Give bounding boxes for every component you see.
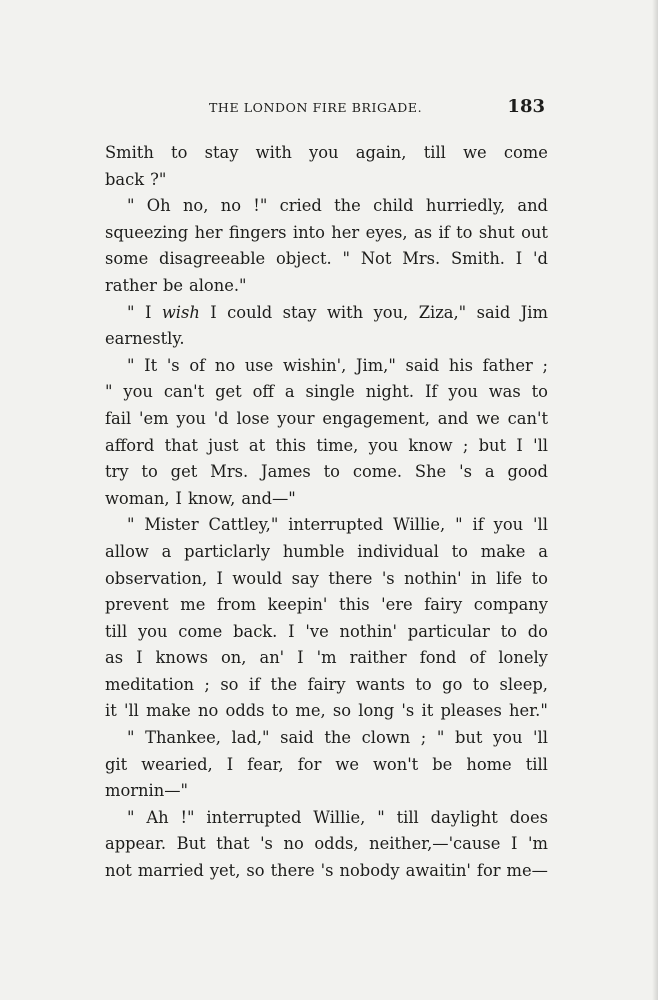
text-line (105, 140, 548, 167)
word: of (189, 355, 206, 375)
word: squeezing (105, 222, 189, 242)
word: shut (478, 222, 515, 242)
word: Oh (146, 196, 171, 216)
word: you (123, 382, 153, 402)
word: fingers (228, 222, 287, 242)
word: stay (282, 302, 317, 322)
word: afford (105, 435, 155, 455)
text-line (105, 193, 548, 220)
word: If (424, 382, 438, 402)
word: Not (360, 249, 392, 269)
text-line (105, 805, 548, 832)
text-line (105, 459, 548, 486)
word: to (531, 568, 548, 588)
text-line (105, 752, 548, 779)
word: we (335, 754, 359, 774)
word: as (413, 222, 433, 242)
word: time, (316, 435, 359, 455)
word: but (454, 728, 483, 748)
text-line (105, 645, 548, 672)
word: 've (305, 621, 329, 641)
word: odds (225, 701, 265, 721)
word: home (466, 754, 512, 774)
word: to (472, 674, 490, 694)
word: come (178, 621, 223, 641)
word: does (509, 807, 548, 827)
word: Willie, (393, 515, 446, 535)
word: if (248, 674, 261, 694)
word: I (297, 648, 304, 668)
word: meditation (105, 674, 194, 694)
text-line (105, 353, 548, 380)
word: me— (506, 861, 548, 881)
word: But (176, 834, 206, 854)
word: the (334, 196, 361, 216)
word: interrupted (206, 807, 302, 827)
word: it (105, 701, 117, 721)
word: 'd (213, 408, 229, 428)
word: you (137, 621, 168, 641)
word: go (442, 674, 463, 694)
word: neither,—'cause (369, 834, 501, 854)
word: your (277, 408, 315, 428)
text-line (105, 433, 548, 460)
word: on, (221, 648, 247, 668)
word: a (538, 541, 548, 561)
word: fairy (307, 674, 346, 694)
word: 'm (316, 648, 337, 668)
word: you (368, 435, 399, 455)
word: Mrs. (402, 249, 441, 269)
word: you (309, 143, 339, 162)
word: " (127, 302, 135, 322)
word: 'll (533, 515, 548, 535)
word: be (432, 754, 453, 774)
text-line (105, 858, 548, 885)
word: no, (182, 196, 209, 216)
word: not (105, 861, 132, 881)
word: " (127, 196, 135, 216)
word: again, (355, 143, 407, 162)
text-line (105, 831, 548, 858)
word: 's (260, 834, 273, 854)
word: night. (365, 382, 415, 402)
word: nothin' (339, 621, 397, 641)
word: Smith (105, 143, 154, 162)
word: " (127, 728, 135, 748)
word: ; (462, 435, 469, 455)
word: you (176, 408, 206, 428)
word: ; (204, 674, 210, 694)
word: " (105, 382, 113, 402)
word: with (326, 302, 364, 322)
word: this (338, 595, 370, 615)
word: cried (279, 196, 322, 216)
word: life (496, 568, 523, 588)
word: wearied, (141, 754, 213, 774)
word: to (323, 462, 340, 482)
word: we (476, 408, 500, 428)
word: nothin' (404, 568, 462, 588)
word: to (456, 222, 473, 242)
word: Ah (146, 807, 169, 827)
word: use (244, 355, 274, 375)
word: object. (275, 249, 332, 269)
word: me (180, 595, 206, 615)
word: 'm (527, 834, 548, 854)
page-edge-shadow (652, 0, 658, 1000)
text-line (105, 326, 548, 353)
word: get (215, 382, 242, 402)
word: It (144, 355, 158, 375)
word: yet, (209, 861, 241, 881)
word: you (493, 515, 524, 535)
word: for (476, 861, 501, 881)
word: daylight (430, 807, 498, 827)
word: make (480, 541, 526, 561)
word: wish (161, 302, 200, 322)
word: particular (407, 621, 490, 641)
word: nobody (339, 861, 400, 881)
word: out (521, 222, 548, 242)
word: wants (355, 674, 405, 694)
word: Thankee, (145, 728, 221, 748)
word: earnestly. (105, 329, 185, 349)
word: you (492, 728, 523, 748)
word: a (484, 462, 495, 482)
word: make (146, 701, 191, 721)
word: Mrs. (210, 462, 249, 482)
word: the (324, 728, 352, 748)
word: said (405, 355, 440, 375)
word: 'll (533, 435, 548, 455)
word: " (342, 249, 351, 269)
word: I (288, 621, 295, 641)
word: it (421, 701, 434, 721)
word: know, (187, 488, 236, 508)
word: back (105, 169, 145, 189)
word: if (438, 222, 450, 242)
word: 's (320, 861, 334, 881)
word: long (358, 701, 395, 721)
text-line (105, 539, 548, 566)
word: I (216, 568, 223, 588)
word: no (198, 701, 219, 721)
word: 's (459, 462, 472, 482)
word: from (216, 595, 257, 615)
word: raither (349, 648, 407, 668)
word: to (451, 541, 468, 561)
word: I (136, 648, 143, 668)
word: 's (401, 701, 415, 721)
word: ; (542, 355, 548, 375)
word: won't (372, 754, 419, 774)
word: I (210, 302, 217, 322)
word: till (396, 807, 419, 827)
word: fear, (247, 754, 284, 774)
word: company (473, 595, 548, 615)
word: child (373, 196, 414, 216)
word: do (527, 621, 548, 641)
word: " (127, 355, 135, 375)
word: fail (105, 408, 132, 428)
word: keepin' (267, 595, 328, 615)
word: wishin', (282, 355, 347, 375)
word: !" (253, 196, 268, 216)
word: ; (420, 728, 427, 748)
text-line (105, 406, 548, 433)
word: her (194, 222, 223, 242)
word: so (246, 861, 265, 881)
word: fairy (424, 595, 463, 615)
word: off (252, 382, 274, 402)
text-line (105, 566, 548, 593)
page-number: 183 (507, 96, 545, 117)
word: can't (163, 382, 205, 402)
word: single (305, 382, 355, 402)
word: individual (357, 541, 439, 561)
word: to (271, 701, 289, 721)
word: could (227, 302, 273, 322)
word: good (507, 462, 548, 482)
word: so (332, 701, 352, 721)
word: this (275, 435, 307, 455)
word: Ziza," (418, 302, 467, 322)
word: woman, (105, 488, 170, 508)
word: the (270, 674, 298, 694)
word: I (510, 834, 518, 854)
word: there (270, 861, 315, 881)
word: clown (361, 728, 411, 748)
word: interrupted (288, 515, 384, 535)
word: I (226, 754, 234, 774)
word: Jim," (355, 355, 396, 375)
word: for (297, 754, 322, 774)
word: know (408, 435, 453, 455)
body-text (105, 140, 548, 885)
word: said (280, 728, 314, 748)
text-line (105, 300, 548, 327)
word: sleep, (499, 674, 548, 694)
word: pleases (440, 701, 502, 721)
word: 'd (533, 249, 548, 269)
word: I (515, 249, 523, 269)
word: 'ere (381, 595, 413, 615)
text-line (105, 725, 548, 752)
word: me, (295, 701, 326, 721)
word: and (437, 408, 469, 428)
word: appear. (105, 834, 167, 854)
word: as (105, 648, 124, 668)
word: Mister (144, 515, 199, 535)
word: Willie, (313, 807, 366, 827)
word: " (127, 807, 135, 827)
word: humble (282, 541, 345, 561)
word: knows (155, 648, 208, 668)
word: and—" (241, 488, 296, 508)
word: awaitin' (405, 861, 471, 881)
word: " (377, 807, 385, 827)
word: mornin—" (105, 781, 188, 801)
text-line (105, 512, 548, 539)
word: allow (105, 541, 149, 561)
word: to (415, 674, 432, 694)
text-line (105, 592, 548, 619)
word: till (105, 621, 128, 641)
word: Cattley," (208, 515, 279, 535)
word: can't (507, 408, 548, 428)
word: ?" (150, 169, 167, 189)
word: and (517, 196, 548, 216)
word: fond (419, 648, 457, 668)
word: said (476, 302, 511, 322)
word: lose (236, 408, 270, 428)
word: her." (509, 701, 548, 721)
word: Smith. (450, 249, 505, 269)
word: try (105, 462, 129, 482)
word: his (448, 355, 473, 375)
text-line (105, 672, 548, 699)
word: in (470, 568, 487, 588)
word: father (482, 355, 533, 375)
word: say (291, 568, 319, 588)
word: you, (373, 302, 409, 322)
word: I (516, 435, 523, 455)
word: come (503, 143, 548, 162)
word: that (216, 834, 250, 854)
word: " (127, 515, 135, 535)
word: was (488, 382, 521, 402)
word: no (283, 834, 304, 854)
text-line (105, 246, 548, 273)
word: get (170, 462, 198, 482)
word: lonely (498, 648, 548, 668)
word: back. (233, 621, 278, 641)
word: with (255, 143, 292, 162)
word: 'll (533, 728, 548, 748)
word: be (162, 275, 183, 295)
word: alone." (189, 275, 247, 295)
word: of (469, 648, 486, 668)
word: no (214, 355, 236, 375)
word: would (232, 568, 283, 588)
word: an' (259, 648, 285, 668)
word: " (436, 728, 445, 748)
word: we (463, 143, 487, 162)
word: 'll (123, 701, 139, 721)
word: 's (381, 568, 395, 588)
word: at (248, 435, 266, 455)
word: observation, (105, 568, 208, 588)
word: prevent (105, 595, 169, 615)
word: hurriedly, (425, 196, 506, 216)
word: to (531, 382, 548, 402)
word: that (164, 435, 198, 455)
word: 'em (138, 408, 169, 428)
word: but (478, 435, 507, 455)
word: !" (180, 807, 195, 827)
word: lad," (231, 728, 270, 748)
word: you (448, 382, 478, 402)
word: Jim (520, 302, 548, 322)
word: disagreeable (159, 249, 266, 269)
word: particlarly (184, 541, 271, 561)
word: there (328, 568, 373, 588)
text-line (105, 167, 548, 194)
word: a (284, 382, 295, 402)
word: I (175, 488, 182, 508)
word: till (423, 143, 446, 162)
text-line (105, 486, 548, 513)
word: I (144, 302, 152, 322)
word: her (331, 222, 360, 242)
text-line (105, 379, 548, 406)
word: She (414, 462, 447, 482)
word: married (137, 861, 204, 881)
word: a (161, 541, 172, 561)
word: till (525, 754, 548, 774)
word: to (500, 621, 517, 641)
word: odds, (314, 834, 359, 854)
running-title: THE LONDON FIRE BRIGADE. (209, 100, 423, 115)
word: some (105, 249, 149, 269)
word: engagement, (322, 408, 430, 428)
text-line (105, 619, 548, 646)
word: into (292, 222, 325, 242)
text-line (105, 273, 548, 300)
word: so (220, 674, 239, 694)
word: no (220, 196, 241, 216)
word: " (455, 515, 463, 535)
word: eyes, (365, 222, 408, 242)
text-line (105, 698, 548, 725)
word: 's (166, 355, 180, 375)
word: James (261, 462, 311, 482)
word: come. (352, 462, 403, 482)
running-head (209, 96, 545, 120)
word: to (171, 143, 188, 162)
word: if (472, 515, 484, 535)
word: to (141, 462, 158, 482)
text-line (105, 220, 548, 247)
word: rather (105, 275, 157, 295)
word: git (105, 754, 128, 774)
word: just (208, 435, 239, 455)
text-line (105, 778, 548, 805)
word: stay (204, 143, 239, 162)
